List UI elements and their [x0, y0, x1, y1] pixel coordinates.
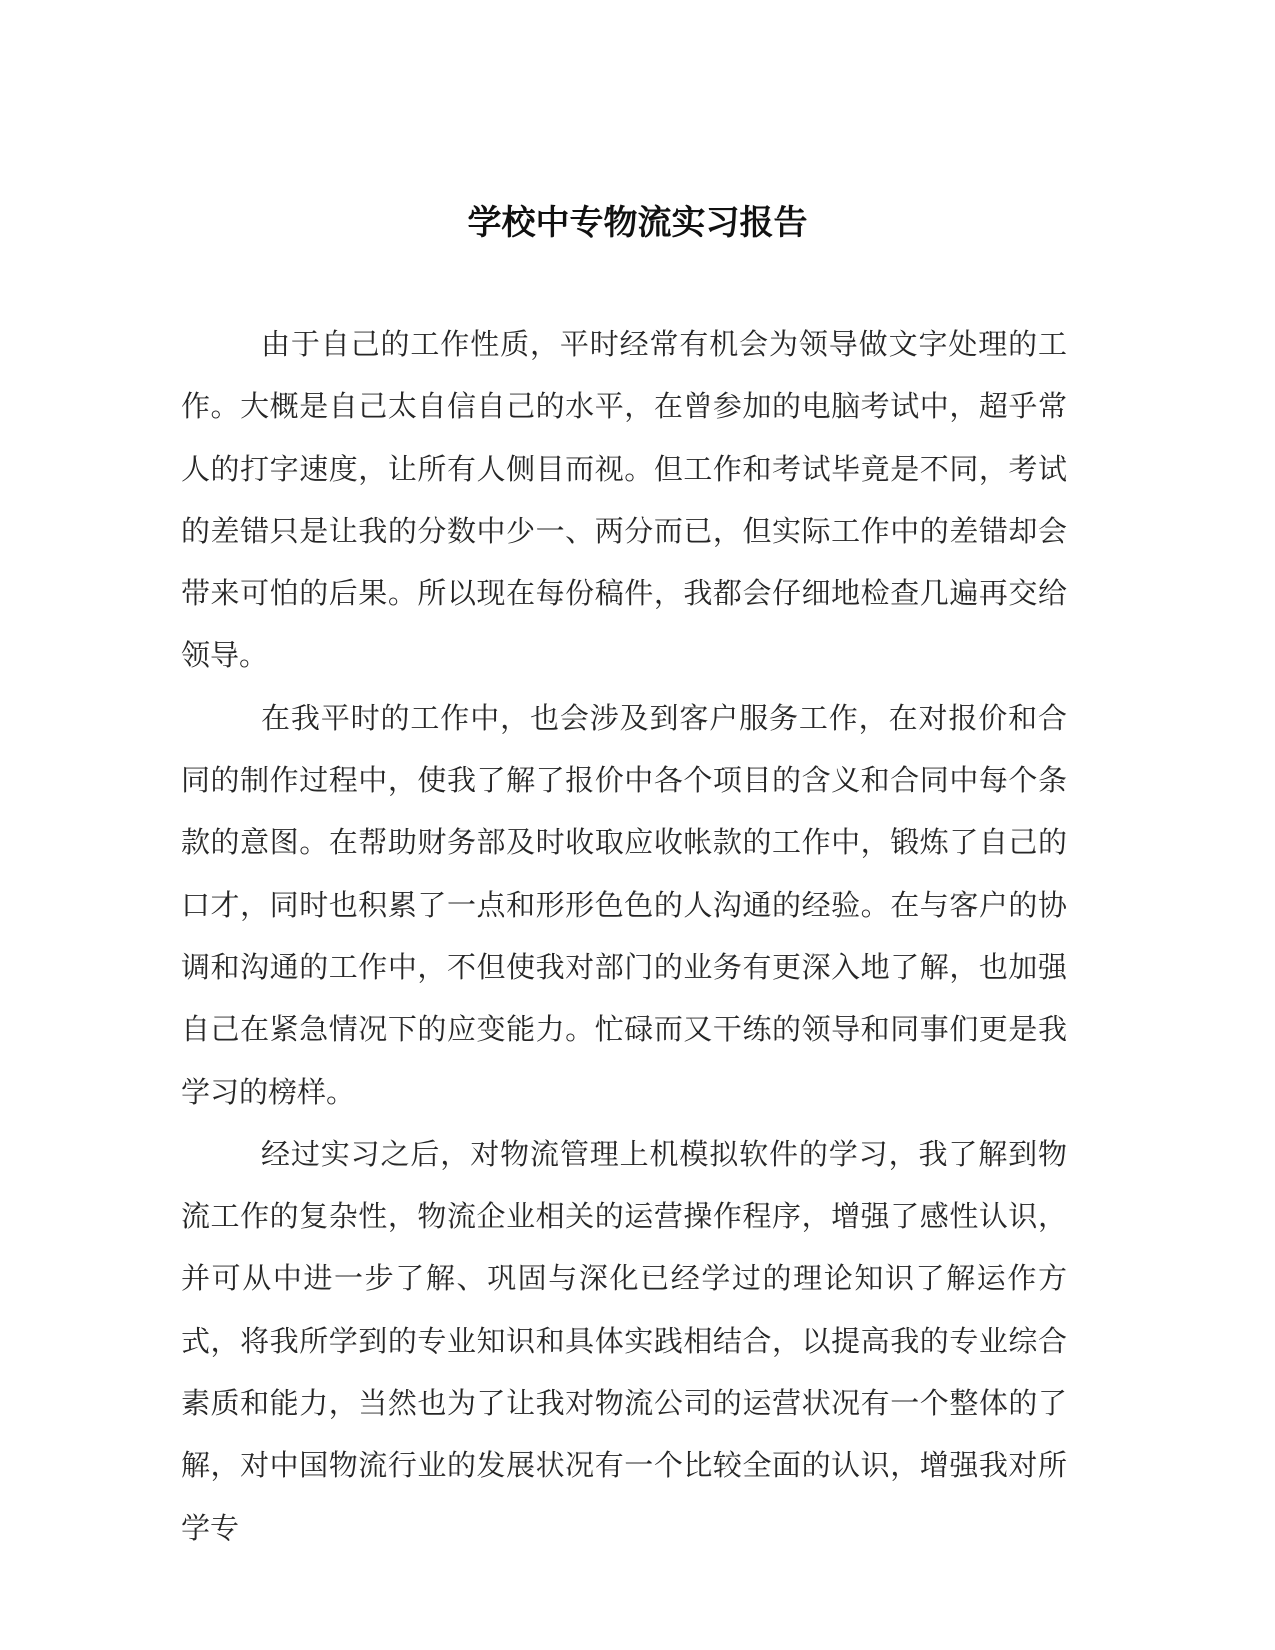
document-body [181, 314, 1067, 1560]
document-title: 学校中专物流实习报告 [467, 204, 808, 242]
paragraph-1: 由于自己的工作性质，平时经常有机会为领导做文字处理的工作。大概是自己太自信自己的水平，在曾参加的电脑考试中，超乎常人的打字速度，让所有人侧目而视。但工作和考试毕竟是不同，考试的差错只是让我的分数中少一、两分而已，但实际工作中的差错却会带来可怕的后果。所以现在每份稿件，我都会仔细地检查几遍再交给领导。 [181, 329, 1067, 673]
paragraph-2: 在我平时的工作中，也会涉及到客户服务工作，在对报价和合同的制作过程中，使我了解了报价中各个项目的含义和合同中每个条款的意图。在帮助财务部及时收取应收帐款的工作中，锻炼了自己的口才，同时也积累了一点和形形色色的人沟通的经验。在与客户的协调和沟通的工作中，不但使我对部门的业务有更深入地了解，也加强自己在紧急情况下的应变能力。忙碌而又干练的领导和同事们更是我学习的榜样。 [181, 702, 1067, 1109]
paragraph-3: 经过实习之后，对物流管理上机模拟软件的学习，我了解到物流工作的复杂性，物流企业相关的运营操作程序，增强了感性认识，并可从中进一步了解、巩固与深化已经学过的理论知识了解运作方式，将我所学到的专业知识和具体实践相结合，以提高我的专业综合素质和能力，当然也为了让我对物流公司的运营状况有一个整体的了解，对中国物流行业的发展状况有一个比较全面的认识，增强我对所学专 [181, 1138, 1067, 1545]
